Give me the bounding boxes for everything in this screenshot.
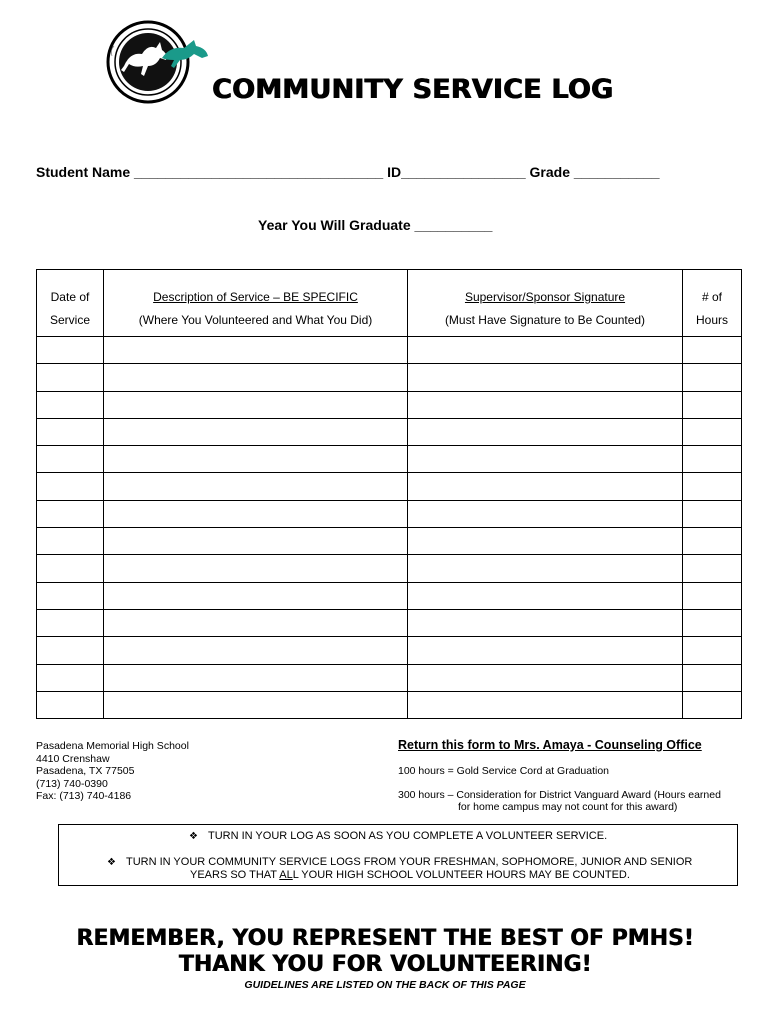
date-cell[interactable] xyxy=(37,528,104,555)
signature-cell[interactable] xyxy=(408,609,683,636)
description-cell[interactable] xyxy=(104,364,408,391)
signature-cell[interactable] xyxy=(408,391,683,418)
graduate-label: Year You Will Graduate xyxy=(258,217,411,233)
signature-cell[interactable] xyxy=(408,637,683,664)
header-description: Description of Service – BE SPECIFIC (Where You Volunteered and What You Did) xyxy=(104,270,408,337)
date-cell[interactable] xyxy=(37,418,104,445)
id-label: ID xyxy=(387,164,402,180)
signature-cell[interactable] xyxy=(408,473,683,500)
table-row xyxy=(37,691,742,718)
signature-cell[interactable] xyxy=(408,691,683,718)
school-street: 4410 Crenshaw xyxy=(36,752,110,765)
table-row xyxy=(37,555,742,582)
diamond-bullet-icon: ❖ xyxy=(189,831,198,842)
description-cell[interactable] xyxy=(104,664,408,691)
description-cell[interactable] xyxy=(104,555,408,582)
description-cell[interactable] xyxy=(104,609,408,636)
table-row xyxy=(37,664,742,691)
school-city: Pasadena, TX 77505 xyxy=(36,765,135,777)
date-cell[interactable] xyxy=(37,446,104,473)
hours-cell[interactable] xyxy=(683,337,742,364)
school-phone: (713) 740-0390 xyxy=(36,777,108,790)
table-row xyxy=(37,528,742,555)
student-info-line: Student Name ________________________________ ID________________ Grade ___________ xyxy=(36,164,660,180)
diamond-bullet-icon: ❖ xyxy=(107,857,116,868)
hours-cell[interactable] xyxy=(683,637,742,664)
service-log-table xyxy=(36,269,742,719)
signature-cell[interactable] xyxy=(408,582,683,609)
school-fax: Fax: (713) 740-4186 xyxy=(36,790,132,802)
page-title: COMMUNITY SERVICE LOG xyxy=(212,74,614,105)
date-cell[interactable] xyxy=(37,364,104,391)
date-cell[interactable] xyxy=(37,555,104,582)
graduate-line: Year You Will Graduate __________ xyxy=(258,217,493,233)
signature-cell[interactable] xyxy=(408,446,683,473)
hours-cell[interactable] xyxy=(683,582,742,609)
description-cell[interactable] xyxy=(104,418,408,445)
vanguard-note-line1: 300 hours – Consideration for District Vanguard Award (Hours earned xyxy=(398,789,721,801)
bullet-item-2-continued: YEARS SO THAT ALL YOUR HIGH SCHOOL VOLUNTEER HOURS MAY BE COUNTED. xyxy=(190,869,630,881)
date-cell[interactable] xyxy=(37,473,104,500)
hours-cell[interactable] xyxy=(683,364,742,391)
guidelines-note: GUIDELINES ARE LISTED ON THE BACK OF THIS PAGE xyxy=(244,979,526,991)
description-cell[interactable] xyxy=(104,473,408,500)
hours-cell[interactable] xyxy=(683,691,742,718)
date-cell[interactable] xyxy=(37,391,104,418)
description-cell[interactable] xyxy=(104,528,408,555)
bullet-item-1: ❖ TURN IN YOUR LOG AS SOON AS YOU COMPLETE A VOLUNTEER SERVICE. xyxy=(189,830,608,842)
thank-you-heading: THANK YOU FOR VOLUNTEERING! xyxy=(178,952,592,977)
header-signature: Supervisor/Sponsor Signature (Must Have Signature to Be Counted) xyxy=(408,270,683,337)
date-cell[interactable] xyxy=(37,691,104,718)
hours-cell[interactable] xyxy=(683,500,742,527)
date-cell[interactable] xyxy=(37,500,104,527)
vanguard-note-line2: for home campus may not count for this award) xyxy=(458,801,678,813)
table-row xyxy=(37,637,742,664)
table-header-row xyxy=(37,270,742,337)
hours-cell[interactable] xyxy=(683,418,742,445)
table-row xyxy=(37,391,742,418)
description-cell[interactable] xyxy=(104,637,408,664)
header-date: Date of Service xyxy=(37,270,104,337)
grade-label: Grade xyxy=(529,164,570,180)
signature-cell[interactable] xyxy=(408,528,683,555)
hours-cell[interactable] xyxy=(683,528,742,555)
signature-cell[interactable] xyxy=(408,664,683,691)
student-name-label: Student Name xyxy=(36,164,131,180)
signature-cell[interactable] xyxy=(408,337,683,364)
school-address xyxy=(36,740,189,803)
description-cell[interactable] xyxy=(104,337,408,364)
signature-cell[interactable] xyxy=(408,500,683,527)
table-row xyxy=(37,418,742,445)
hours-cell[interactable] xyxy=(683,473,742,500)
date-cell[interactable] xyxy=(37,664,104,691)
date-cell[interactable] xyxy=(37,582,104,609)
table-row xyxy=(37,582,742,609)
header-hours: # of Hours xyxy=(683,270,742,337)
remember-heading: REMEMBER, YOU REPRESENT THE BEST OF PMHS! xyxy=(76,926,694,951)
hours-cell[interactable] xyxy=(683,446,742,473)
hours-cell[interactable] xyxy=(683,391,742,418)
table-row xyxy=(37,500,742,527)
description-cell[interactable] xyxy=(104,500,408,527)
signature-cell[interactable] xyxy=(408,364,683,391)
hours-cell[interactable] xyxy=(683,555,742,582)
hours-cell[interactable] xyxy=(683,664,742,691)
hours-cell[interactable] xyxy=(683,609,742,636)
table-row xyxy=(37,364,742,391)
description-cell[interactable] xyxy=(104,446,408,473)
return-instructions: Return this form to Mrs. Amaya - Counseling Office xyxy=(398,738,702,752)
table-row xyxy=(37,446,742,473)
description-cell[interactable] xyxy=(104,582,408,609)
bullet-item-2: ❖ TURN IN YOUR COMMUNITY SERVICE LOGS FROM YOUR FRESHMAN, SOPHOMORE, JUNIOR AND SENIOR xyxy=(107,856,693,868)
table-row xyxy=(37,337,742,364)
date-cell[interactable] xyxy=(37,609,104,636)
description-cell[interactable] xyxy=(104,391,408,418)
date-cell[interactable] xyxy=(37,637,104,664)
description-cell[interactable] xyxy=(104,691,408,718)
mustang-logo-icon xyxy=(104,16,214,108)
instructions-box xyxy=(58,824,738,886)
date-cell[interactable] xyxy=(37,337,104,364)
signature-cell[interactable] xyxy=(408,555,683,582)
gold-cord-note: 100 hours = Gold Service Cord at Graduation xyxy=(398,765,609,777)
signature-cell[interactable] xyxy=(408,418,683,445)
table-row xyxy=(37,473,742,500)
school-name: Pasadena Memorial High School xyxy=(36,740,189,752)
table-row xyxy=(37,609,742,636)
